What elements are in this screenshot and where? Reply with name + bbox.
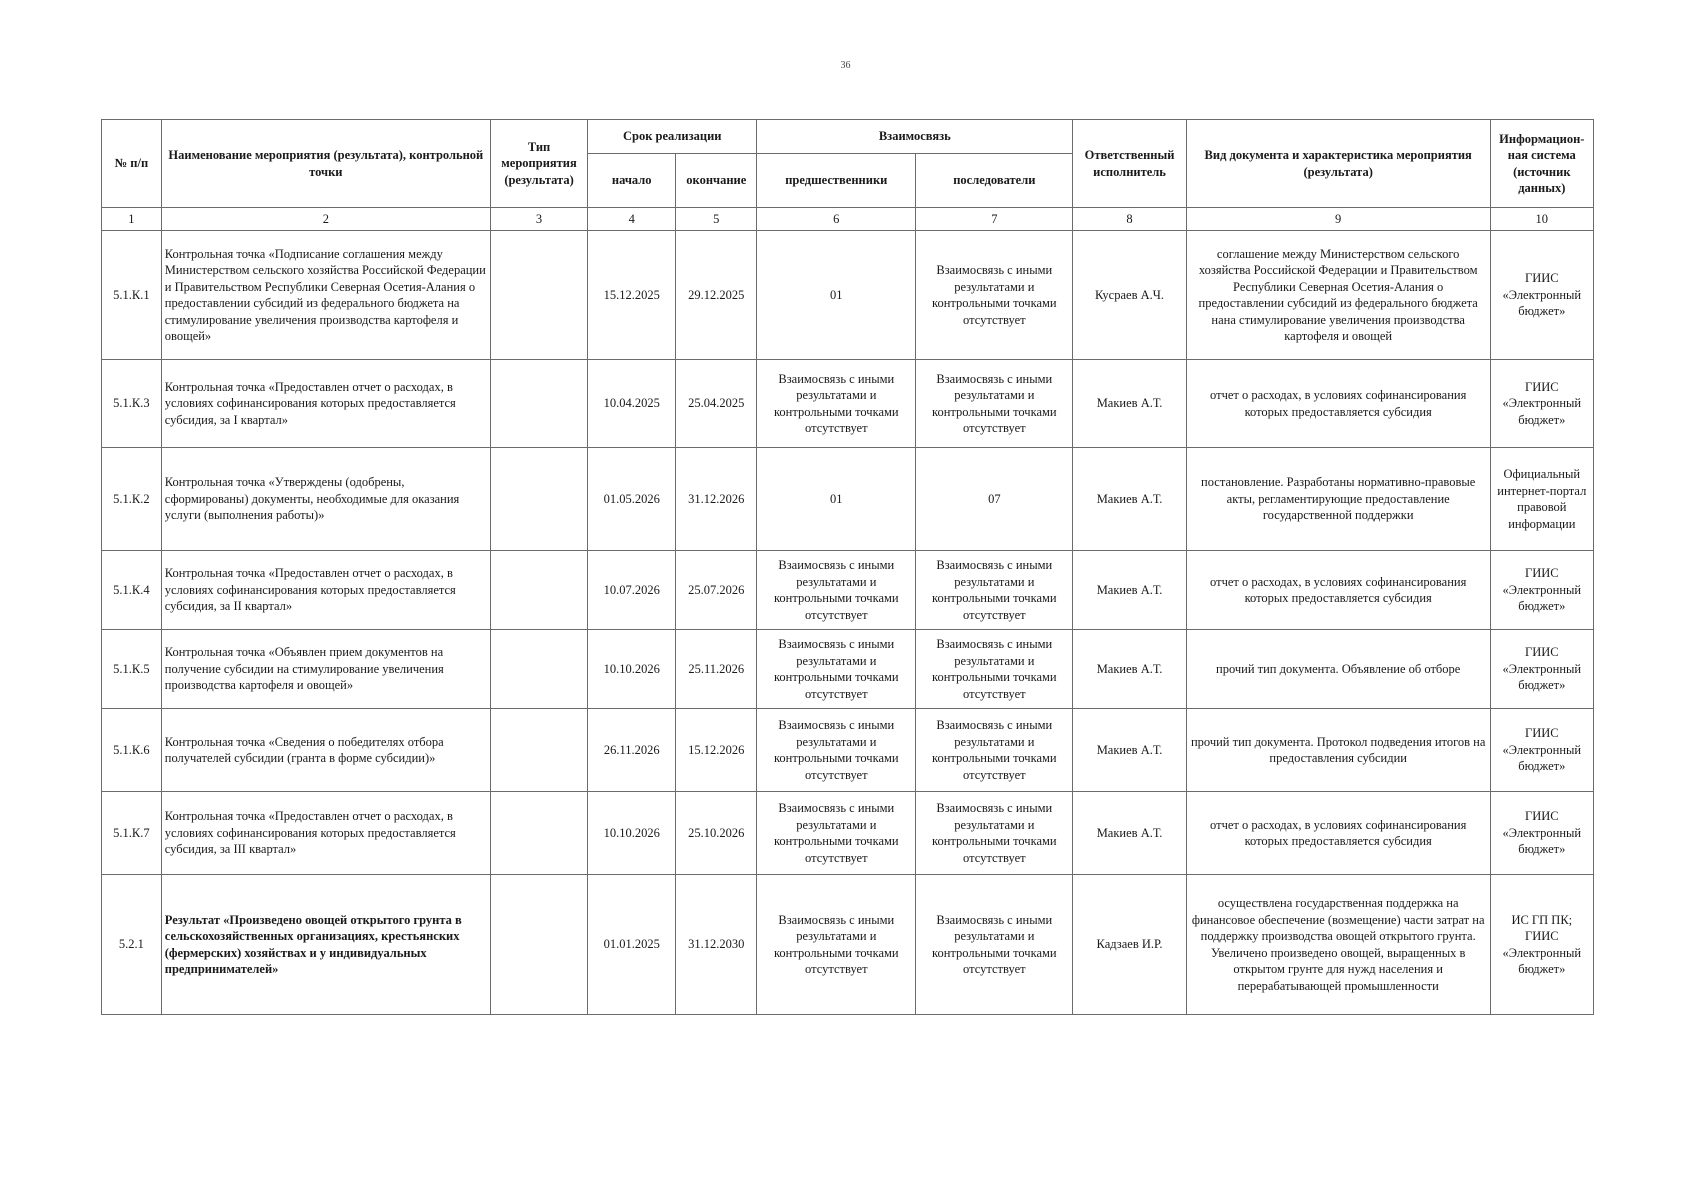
table-row	[102, 551, 1594, 630]
column-number: 10	[1490, 208, 1593, 231]
row-end-date: 25.07.2026	[676, 551, 757, 630]
row-type	[490, 448, 587, 551]
header-relation: Взаимосвязь	[757, 120, 1073, 154]
column-number: 4	[588, 208, 676, 231]
row-name: Контрольная точка «Предоставлен отчет о расходах, в условиях софинансирования которых предоставляется субсидия, за II квартал»	[161, 551, 490, 630]
row-type	[490, 630, 587, 709]
row-end-date: 31.12.2026	[676, 448, 757, 551]
row-information-system: ГИИС «Электронный бюджет»	[1490, 360, 1593, 448]
column-numbers-row	[102, 208, 1594, 231]
row-number: 5.1.К.3	[102, 360, 162, 448]
row-name: Контрольная точка «Объявлен прием документов на получение субсидии на стимулирование увеличения производства картофеля и овощей»	[161, 630, 490, 709]
row-information-system: ГИИС «Электронный бюджет»	[1490, 231, 1593, 360]
header-name: Наименование мероприятия (результата), контрольной точки	[161, 120, 490, 208]
header-responsible: Ответственный исполнитель	[1073, 120, 1186, 208]
row-number: 5.1.К.7	[102, 792, 162, 875]
row-start-date: 10.07.2026	[588, 551, 676, 630]
header-end: окончание	[676, 154, 757, 208]
plan-table	[101, 119, 1594, 1015]
header-start: начало	[588, 154, 676, 208]
row-information-system: ИС ГП ПК; ГИИС «Электронный бюджет»	[1490, 875, 1593, 1015]
row-information-system: ГИИС «Электронный бюджет»	[1490, 630, 1593, 709]
row-end-date: 25.04.2025	[676, 360, 757, 448]
row-start-date: 01.01.2025	[588, 875, 676, 1015]
row-successors: Взаимосвязь с иными результатами и контрольными точками отсутствует	[916, 630, 1073, 709]
row-end-date: 31.12.2030	[676, 875, 757, 1015]
row-end-date: 25.11.2026	[676, 630, 757, 709]
row-end-date: 29.12.2025	[676, 231, 757, 360]
row-document: отчет о расходах, в условиях софинансирования которых предоставляется субсидия	[1186, 792, 1490, 875]
row-number: 5.2.1	[102, 875, 162, 1015]
row-predecessors: 01	[757, 231, 916, 360]
row-type	[490, 551, 587, 630]
row-successors: Взаимосвязь с иными результатами и контрольными точками отсутствует	[916, 792, 1073, 875]
header-type: Тип мероприятия (результата)	[490, 120, 587, 208]
row-responsible: Макиев А.Т.	[1073, 360, 1186, 448]
row-start-date: 01.05.2026	[588, 448, 676, 551]
row-responsible: Макиев А.Т.	[1073, 630, 1186, 709]
header-predecessors: предшественники	[757, 154, 916, 208]
header-document: Вид документа и характеристика мероприятия (результата)	[1186, 120, 1490, 208]
table-body	[102, 208, 1594, 1015]
row-number: 5.1.К.4	[102, 551, 162, 630]
row-document: прочий тип документа. Объявление об отборе	[1186, 630, 1490, 709]
table-row	[102, 792, 1594, 875]
column-number: 3	[490, 208, 587, 231]
row-predecessors: Взаимосвязь с иными результатами и контрольными точками отсутствует	[757, 792, 916, 875]
row-successors: Взаимосвязь с иными результатами и контрольными точками отсутствует	[916, 709, 1073, 792]
table-row	[102, 448, 1594, 551]
row-responsible: Макиев А.Т.	[1073, 709, 1186, 792]
row-information-system: Официальный интернет-портал правовой информации	[1490, 448, 1593, 551]
row-information-system: ГИИС «Электронный бюджет»	[1490, 551, 1593, 630]
row-responsible: Кадзаев И.Р.	[1073, 875, 1186, 1015]
header-system: Информацион-ная система (источник данных)	[1490, 120, 1593, 208]
row-responsible: Макиев А.Т.	[1073, 448, 1186, 551]
row-predecessors: Взаимосвязь с иными результатами и контрольными точками отсутствует	[757, 551, 916, 630]
column-number: 5	[676, 208, 757, 231]
row-document: соглашение между Министерством сельского хозяйства Российской Федерации и Правительством Республики Северная Осетия-Алания о предоставлении субсидий из федерального бюджета нана стимулирование увеличения производства картофеля и овощей	[1186, 231, 1490, 360]
row-start-date: 10.10.2026	[588, 630, 676, 709]
row-name: Контрольная точка «Подписание соглашения между Министерством сельского хозяйства Российской Федерации и Правительством Республики Северная Осетия-Алания о предоставлении субсидий из федерального бюджета на стимулирование увеличения производства картофеля и овощей»	[161, 231, 490, 360]
row-number: 5.1.К.6	[102, 709, 162, 792]
row-successors: 07	[916, 448, 1073, 551]
row-document: осуществлена государственная поддержка на финансовое обеспечение (возмещение) части затрат на поддержку производства овощей открытого грунта. Увеличено произведено овощей, выращенных в открытом грунте для нужд населения и перерабатывающей промышленности	[1186, 875, 1490, 1015]
row-type	[490, 231, 587, 360]
row-successors: Взаимосвязь с иными результатами и контрольными точками отсутствует	[916, 875, 1073, 1015]
table-header	[102, 120, 1594, 208]
row-responsible: Кусраев А.Ч.	[1073, 231, 1186, 360]
row-type	[490, 792, 587, 875]
row-responsible: Макиев А.Т.	[1073, 551, 1186, 630]
row-start-date: 26.11.2026	[588, 709, 676, 792]
row-type	[490, 875, 587, 1015]
column-number: 9	[1186, 208, 1490, 231]
row-document: прочий тип документа. Протокол подведения итогов на предоставления субсидии	[1186, 709, 1490, 792]
row-number: 5.1.К.1	[102, 231, 162, 360]
table-row	[102, 360, 1594, 448]
row-number: 5.1.К.5	[102, 630, 162, 709]
row-number: 5.1.К.2	[102, 448, 162, 551]
row-predecessors: 01	[757, 448, 916, 551]
row-start-date: 15.12.2025	[588, 231, 676, 360]
row-information-system: ГИИС «Электронный бюджет»	[1490, 709, 1593, 792]
row-successors: Взаимосвязь с иными результатами и контрольными точками отсутствует	[916, 360, 1073, 448]
row-successors: Взаимосвязь с иными результатами и контрольными точками отсутствует	[916, 231, 1073, 360]
row-name: Контрольная точка «Предоставлен отчет о расходах, в условиях софинансирования которых предоставляется субсидия, за I квартал»	[161, 360, 490, 448]
row-document: отчет о расходах, в условиях софинансирования которых предоставляется субсидия	[1186, 551, 1490, 630]
page-number: 36	[840, 60, 851, 71]
row-name: Контрольная точка «Сведения о победителях отбора получателей субсидии (гранта в форме субсидии)»	[161, 709, 490, 792]
row-predecessors: Взаимосвязь с иными результатами и контрольными точками отсутствует	[757, 709, 916, 792]
column-number: 6	[757, 208, 916, 231]
row-information-system: ГИИС «Электронный бюджет»	[1490, 792, 1593, 875]
row-document: отчет о расходах, в условиях софинансирования которых предоставляется субсидия	[1186, 360, 1490, 448]
row-name: Контрольная точка «Предоставлен отчет о расходах, в условиях софинансирования которых предоставляется субсидия, за III квартал»	[161, 792, 490, 875]
row-type	[490, 360, 587, 448]
row-name: Контрольная точка «Утверждены (одобрены, сформированы) документы, необходимые для оказания услуги (выполнения работы)»	[161, 448, 490, 551]
table-row	[102, 231, 1594, 360]
row-document: постановление. Разработаны нормативно-правовые акты, регламентирующие предоставление государственной поддержки	[1186, 448, 1490, 551]
row-start-date: 10.04.2025	[588, 360, 676, 448]
header-number: № п/п	[102, 120, 162, 208]
row-predecessors: Взаимосвязь с иными результатами и контрольными точками отсутствует	[757, 875, 916, 1015]
column-number: 7	[916, 208, 1073, 231]
row-responsible: Макиев А.Т.	[1073, 792, 1186, 875]
column-number: 1	[102, 208, 162, 231]
table-row	[102, 630, 1594, 709]
table-row	[102, 709, 1594, 792]
row-type	[490, 709, 587, 792]
row-successors: Взаимосвязь с иными результатами и контрольными точками отсутствует	[916, 551, 1073, 630]
row-predecessors: Взаимосвязь с иными результатами и контрольными точками отсутствует	[757, 360, 916, 448]
column-number: 2	[161, 208, 490, 231]
row-end-date: 25.10.2026	[676, 792, 757, 875]
row-predecessors: Взаимосвязь с иными результатами и контрольными точками отсутствует	[757, 630, 916, 709]
header-period: Срок реализации	[588, 120, 757, 154]
row-name: Результат «Произведено овощей открытого грунта в сельскохозяйственных организациях, крестьянских (фермерских) хозяйствах и у индивидуальных предпринимателей»	[161, 875, 490, 1015]
header-successors: последователи	[916, 154, 1073, 208]
row-start-date: 10.10.2026	[588, 792, 676, 875]
row-end-date: 15.12.2026	[676, 709, 757, 792]
table-row	[102, 875, 1594, 1015]
column-number: 8	[1073, 208, 1186, 231]
